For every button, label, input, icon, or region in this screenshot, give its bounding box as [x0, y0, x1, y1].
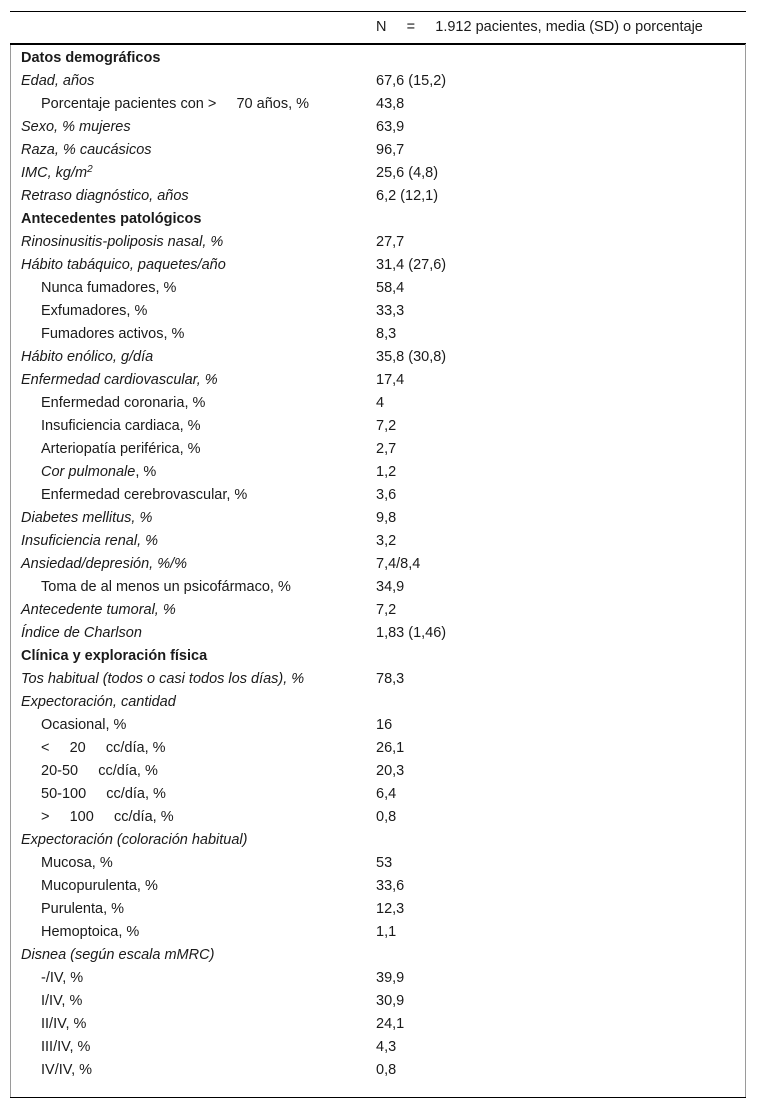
row-label: Nunca fumadores, % — [41, 280, 177, 296]
row-value: 58,4 — [376, 280, 405, 296]
row-label: Expectoración, cantidad — [21, 694, 176, 710]
row-value: 16 — [376, 717, 393, 733]
row-value: 63,9 — [376, 119, 405, 135]
row-value: 67,6 (15,2) — [376, 73, 447, 89]
row-label: Edad, años — [21, 73, 95, 89]
row-label: Toma de al menos un psicofármaco, % — [41, 579, 291, 595]
row-value: 3,2 — [376, 533, 397, 549]
row-label: Antecedente tumoral, % — [21, 602, 176, 618]
row-label: Hemoptoica, % — [41, 924, 140, 940]
row-value: 39,9 — [376, 970, 405, 986]
table-row — [10, 438, 746, 461]
row-label: Cor pulmonale, % — [41, 464, 157, 480]
row-value: 25,6 (4,8) — [376, 165, 439, 181]
table-row — [10, 93, 746, 116]
table-row — [10, 530, 746, 553]
row-value: 53 — [376, 855, 393, 871]
row-value: 12,3 — [376, 901, 405, 917]
table-row — [10, 668, 746, 691]
table-row — [10, 185, 746, 208]
row-label: Exfumadores, % — [41, 303, 148, 319]
row-label: Ocasional, % — [41, 717, 127, 733]
table-row — [10, 1059, 746, 1082]
row-label: Ansiedad/depresión, %/% — [21, 556, 188, 572]
row-label: Tos habitual (todos o casi todos los días), % — [21, 671, 305, 687]
row-value: 9,8 — [376, 510, 397, 526]
row-label: III/IV, % — [41, 1039, 91, 1055]
table-row — [10, 944, 746, 967]
table-row — [10, 967, 746, 990]
row-value: 78,3 — [376, 671, 405, 687]
row-label: Insuficiencia cardiaca, % — [41, 418, 201, 434]
row-value: 4 — [376, 395, 385, 411]
row-value: 17,4 — [376, 372, 405, 388]
row-value: 0,8 — [376, 809, 397, 825]
table-row — [10, 369, 746, 392]
data-table — [10, 11, 746, 1098]
table-row — [10, 737, 746, 760]
row-value: 2,7 — [376, 441, 397, 457]
row-label: > 100 cc/día, % — [41, 809, 174, 825]
table-row — [10, 392, 746, 415]
row-value: 35,8 (30,8) — [376, 349, 447, 365]
row-label: Enfermedad coronaria, % — [41, 395, 206, 411]
row-value: 0,8 — [376, 1062, 397, 1078]
table-row — [10, 116, 746, 139]
row-value: 20,3 — [376, 763, 405, 779]
row-value: 3,6 — [376, 487, 397, 503]
row-value: 7,4/8,4 — [376, 556, 421, 572]
table-row — [10, 898, 746, 921]
row-label: Rinosinusitis-poliposis nasal, % — [21, 234, 224, 250]
table-row — [10, 346, 746, 369]
row-value: 27,7 — [376, 234, 405, 250]
table-row — [10, 576, 746, 599]
row-value: 6,2 (12,1) — [376, 188, 439, 204]
row-value: 24,1 — [376, 1016, 405, 1032]
table-row — [10, 622, 746, 645]
table-row — [10, 852, 746, 875]
section-title: Datos demográficos — [21, 50, 161, 66]
row-label: Sexo, % mujeres — [21, 119, 131, 135]
table-row — [10, 323, 746, 346]
row-label: Índice de Charlson — [21, 625, 142, 641]
table-row — [10, 599, 746, 622]
table-row — [10, 1013, 746, 1036]
row-label: Raza, % caucásicos — [21, 142, 152, 158]
row-label: 20-50 cc/día, % — [41, 763, 158, 779]
row-label: Insuficiencia renal, % — [21, 533, 159, 549]
table-row — [10, 553, 746, 576]
row-label: Hábito enólico, g/día — [21, 349, 154, 365]
row-value: 1,1 — [376, 924, 397, 940]
row-label: Enfermedad cerebrovascular, % — [41, 487, 248, 503]
table-row — [10, 691, 746, 714]
table-row — [10, 507, 746, 530]
row-label: Disnea (según escala mMRC) — [21, 947, 215, 963]
table-row — [10, 990, 746, 1013]
table-row — [10, 806, 746, 829]
table-row — [10, 829, 746, 852]
table-row — [10, 139, 746, 162]
table-row — [10, 484, 746, 507]
section-row — [10, 645, 746, 668]
header-n-label: N = 1.912 pacientes, media (SD) o porcentaje — [376, 19, 703, 35]
row-label: 50-100 cc/día, % — [41, 786, 166, 802]
row-label: II/IV, % — [41, 1016, 87, 1032]
row-value: 4,3 — [376, 1039, 397, 1055]
row-label: I/IV, % — [41, 993, 83, 1009]
row-label: Diabetes mellitus, % — [21, 510, 153, 526]
row-label: Porcentaje pacientes con > 70 años, % — [41, 96, 310, 112]
table-row — [10, 714, 746, 737]
table-row — [10, 415, 746, 438]
row-label: Arteriopatía periférica, % — [41, 441, 201, 457]
row-label: Mucosa, % — [41, 855, 113, 871]
table-row — [10, 461, 746, 484]
table-row — [10, 783, 746, 806]
row-label: Mucopurulenta, % — [41, 878, 158, 894]
table-row — [10, 162, 746, 185]
table-row — [10, 277, 746, 300]
row-value: 1,83 (1,46) — [376, 625, 447, 641]
row-label: Fumadores activos, % — [41, 326, 185, 342]
row-value: 8,3 — [376, 326, 397, 342]
row-label: IV/IV, % — [41, 1062, 93, 1078]
row-label: Retraso diagnóstico, años — [21, 188, 189, 204]
row-value: 43,8 — [376, 96, 405, 112]
row-label: -/IV, % — [41, 970, 84, 986]
row-value: 33,6 — [376, 878, 405, 894]
section-title: Antecedentes patológicos — [21, 211, 202, 227]
table-row — [10, 875, 746, 898]
table-row — [10, 70, 746, 93]
row-value: 7,2 — [376, 602, 397, 618]
table-row — [10, 231, 746, 254]
row-value: 6,4 — [376, 786, 397, 802]
row-value: 96,7 — [376, 142, 405, 158]
section-row — [10, 47, 746, 70]
row-value: 1,2 — [376, 464, 397, 480]
row-label: IMC, $kg/m^2$ — [21, 164, 93, 181]
row-value: 26,1 — [376, 740, 405, 756]
row-label: Expectoración (coloración habitual) — [21, 832, 248, 848]
row-value: 30,9 — [376, 993, 405, 1009]
row-value: 7,2 — [376, 418, 397, 434]
row-label: Enfermedad cardiovascular, % — [21, 372, 218, 388]
row-label: < 20 cc/día, % — [41, 740, 166, 756]
row-value: 31,4 (27,6) — [376, 257, 447, 273]
table-row — [10, 254, 746, 277]
table-row — [10, 760, 746, 783]
table-row — [10, 921, 746, 944]
row-label: Purulenta, % — [41, 901, 125, 917]
table-row — [10, 1036, 746, 1059]
row-value: 33,3 — [376, 303, 405, 319]
row-label: Hábito tabáquico, paquetes/año — [21, 257, 226, 273]
table-row — [10, 300, 746, 323]
table-header — [10, 12, 746, 45]
section-row — [10, 208, 746, 231]
row-value: 34,9 — [376, 579, 405, 595]
section-title: Clínica y exploración física — [21, 648, 208, 664]
